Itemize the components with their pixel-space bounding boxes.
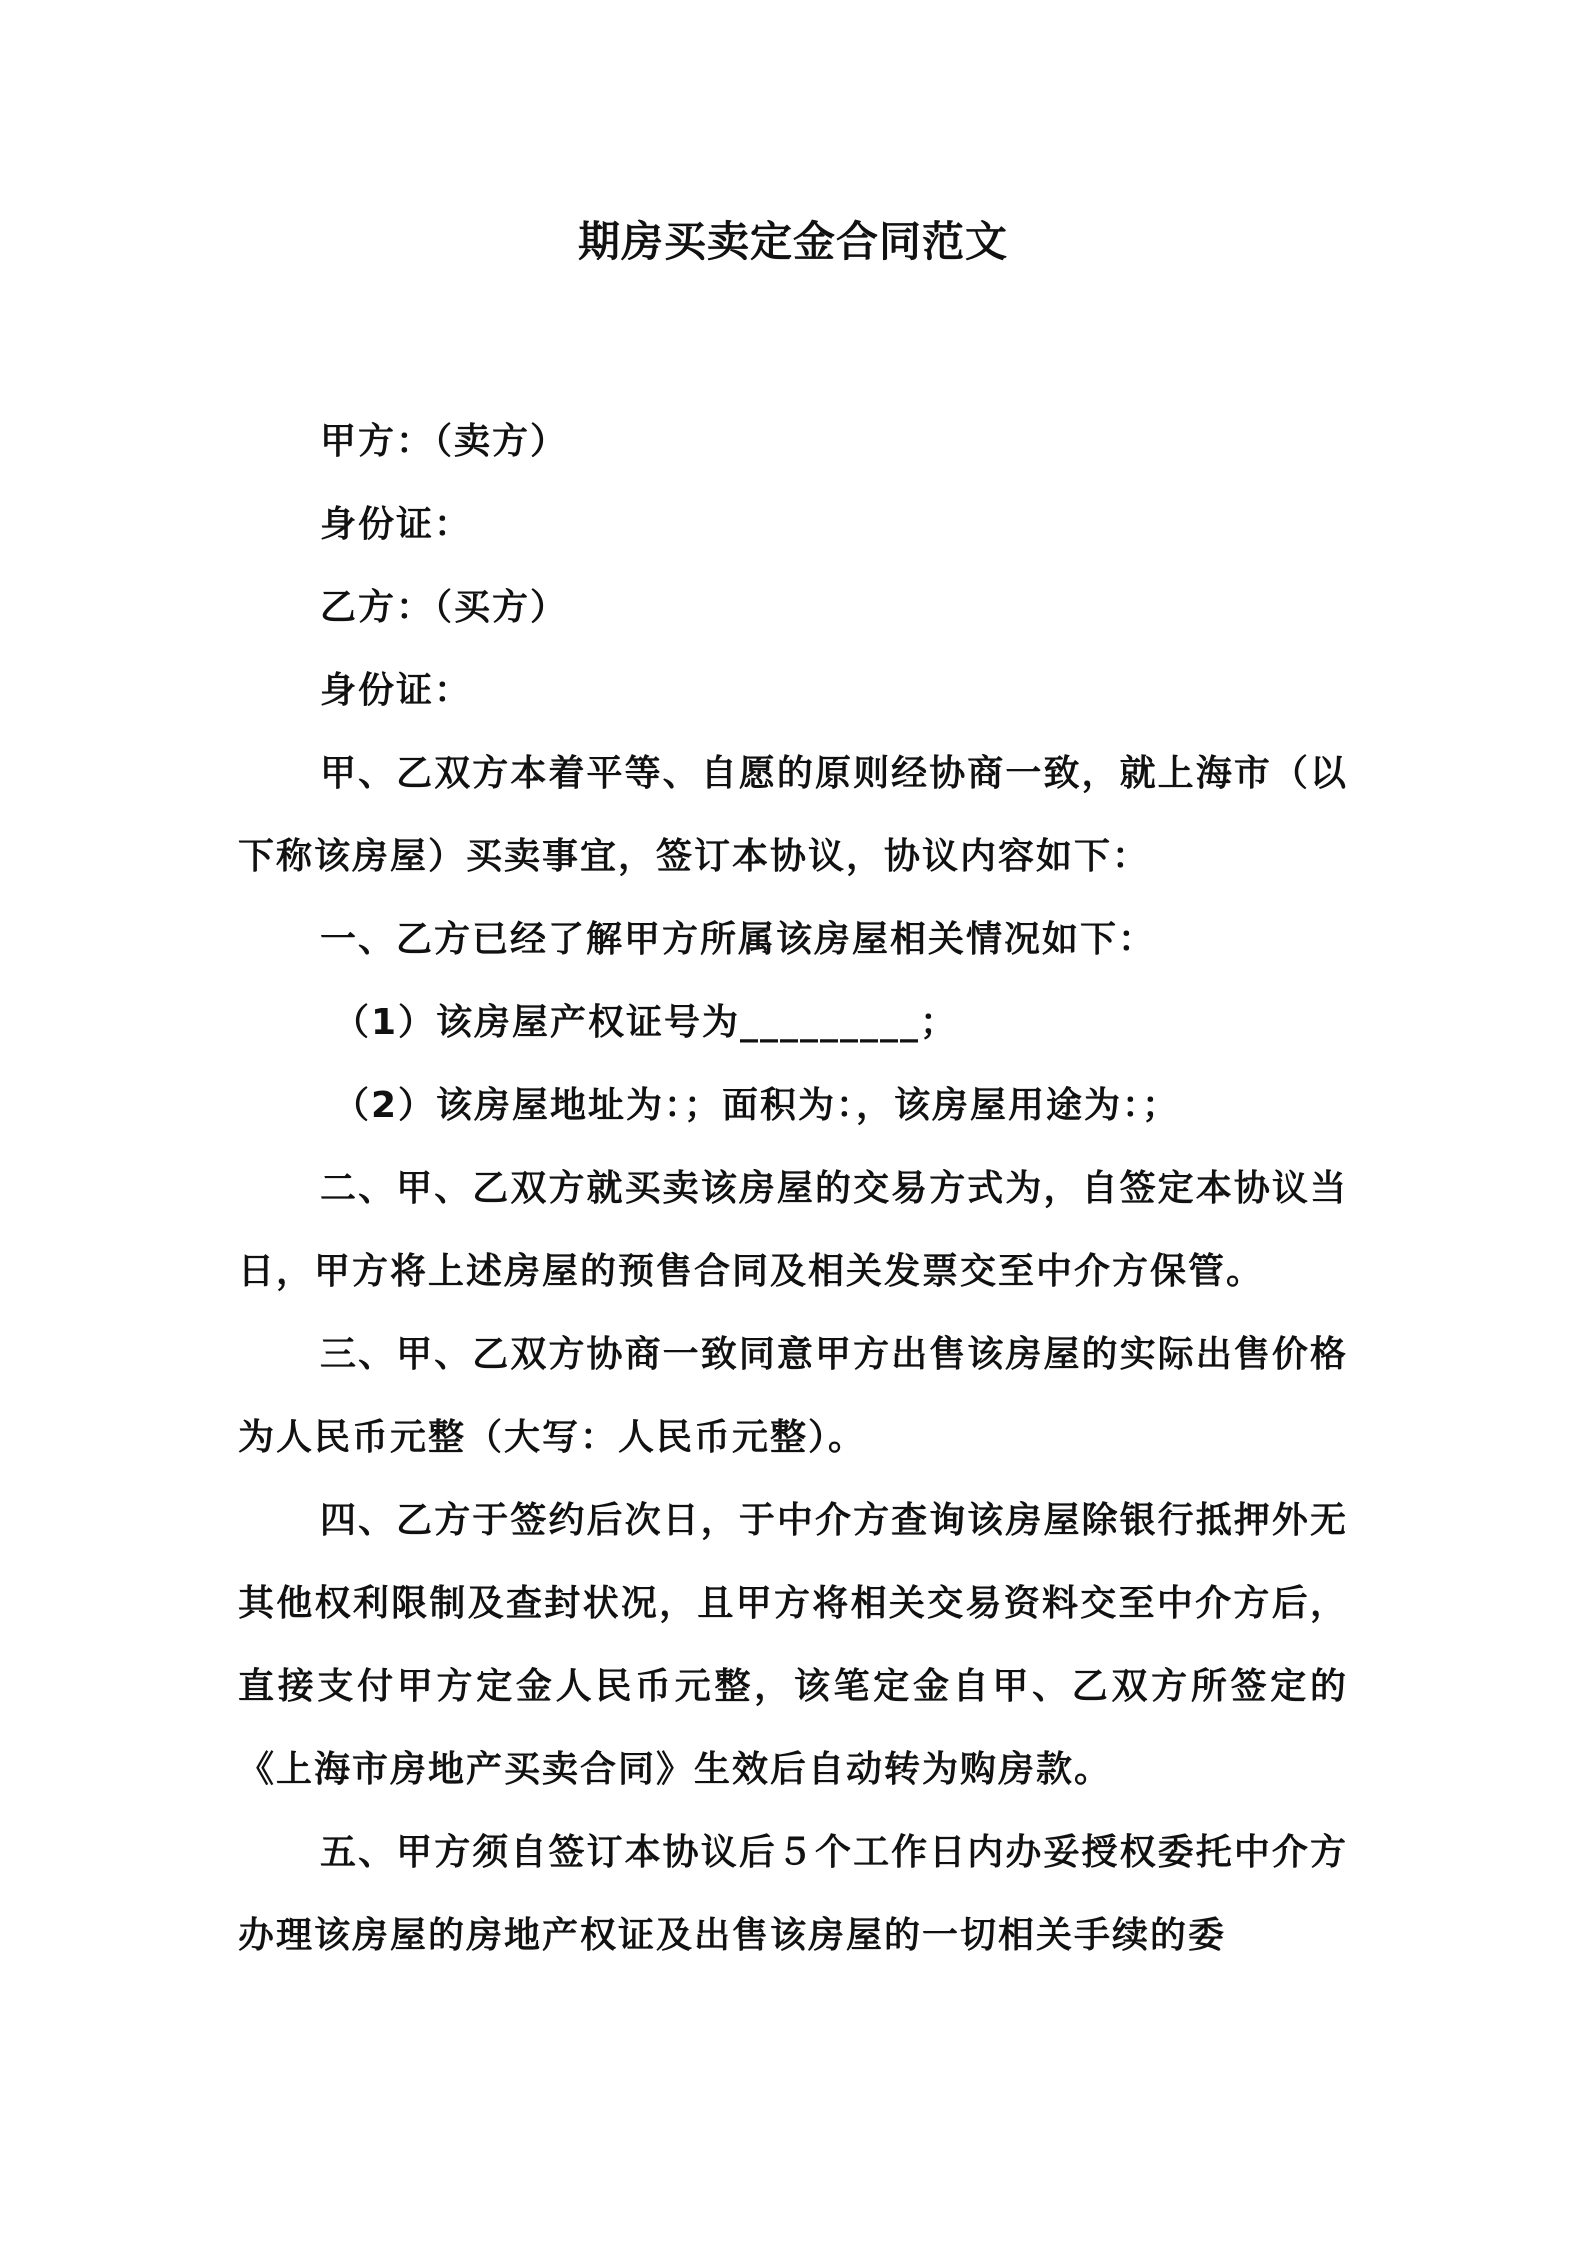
party-a-line: 甲方：（卖方） xyxy=(320,421,569,462)
party-a-id-line: 身份证： xyxy=(320,504,473,545)
clause-1-item-1: （1）该房屋产权证号为_________； xyxy=(333,1002,959,1043)
clause-5: 五、甲方须自签订本协议后５个工作日内办妥授权委托中介方办理该房屋的房地产权证及出售该房屋的一切相关手续的委 xyxy=(238,1832,1348,1956)
clause-1: 一、乙方已经了解甲方所属该房屋相关情况如下： xyxy=(320,919,1157,960)
clause-4: 四、乙方于签约后次日，于中介方查询该房屋除银行抵押外无其他权利限制及查封状况，且甲方将相关交易资料交至中介方后，直接支付甲方定金人民币元整，该笔定金自甲、乙双方所签定的《上海市房地产买卖合同》生效后自动转为购房款。 xyxy=(238,1500,1348,1790)
intro-paragraph: 甲、乙双方本着平等、自愿的原则经协商一致，就上海市（以下称该房屋）买卖事宜，签订本协议，协议内容如下： xyxy=(238,753,1348,877)
party-b-id-line: 身份证： xyxy=(320,670,473,711)
party-b-line: 乙方：（买方） xyxy=(320,587,569,628)
document-body xyxy=(238,400,1348,1977)
clause-3: 三、甲、乙双方协商一致同意甲方出售该房屋的实际出售价格为人民币元整（大写：人民币元整）。 xyxy=(238,1334,1348,1458)
document-title: 期房买卖定金合同范文 xyxy=(577,217,1008,266)
clause-1-item-2: （2）该房屋地址为：；面积为：，该房屋用途为：； xyxy=(333,1085,1181,1126)
clause-2: 二、甲、乙双方就买卖该房屋的交易方式为，自签定本协议当日，甲方将上述房屋的预售合同及相关发票交至中介方保管。 xyxy=(238,1168,1348,1292)
